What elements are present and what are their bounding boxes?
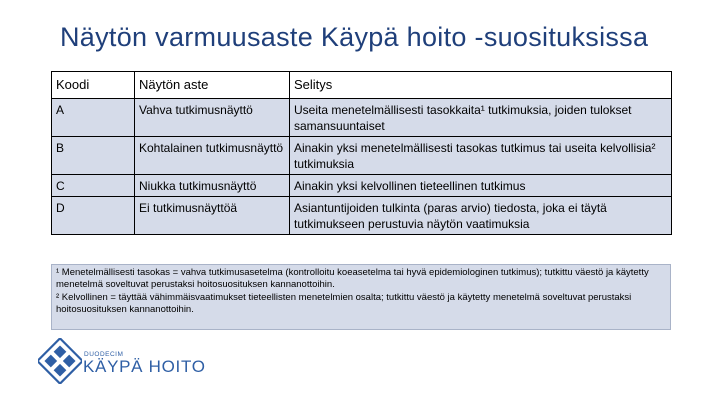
table-row bbox=[52, 99, 672, 137]
table-row bbox=[52, 175, 672, 197]
logo-publisher-text: DUODECIM bbox=[84, 351, 124, 358]
cell-code: B bbox=[52, 137, 135, 175]
cell-explanation: Ainakin yksi menetelmällisesti tasokas tutkimus tai useita kelvollisia² tutkimuksia bbox=[290, 137, 672, 175]
kaypa-hoito-logo bbox=[38, 338, 208, 388]
table-row bbox=[52, 137, 672, 175]
table-header-row bbox=[52, 72, 672, 99]
evidence-grade-table bbox=[51, 71, 672, 235]
column-header-code: Koodi bbox=[52, 72, 135, 99]
footnotes-box bbox=[51, 264, 671, 330]
cell-explanation: Useita menetelmällisesti tasokkaita¹ tutkimuksia, joiden tulokset samansuuntaiset bbox=[290, 99, 672, 137]
cell-level: Ei tutkimusnäyttöä bbox=[135, 197, 290, 235]
cell-code: D bbox=[52, 197, 135, 235]
table-row bbox=[52, 197, 672, 235]
diamond-cross-icon bbox=[38, 338, 82, 384]
cell-level: Kohtalainen tutkimusnäyttö bbox=[135, 137, 290, 175]
cell-code: A bbox=[52, 99, 135, 137]
footnote-1: ¹ Menetelmällisesti tasokas = vahva tutkimusasetelma (kontrolloitu koeasetelma tai hyvä epidemiologinen tutkimus); tutkittu väestö ja käytetty menetelmä soveltuvat perustaksi hoitosuosituksen kannanottoihin. bbox=[56, 267, 649, 291]
column-header-level: Näytön aste bbox=[135, 72, 290, 99]
cell-explanation: Asiantuntijoiden tulkinta (paras arvio) tiedosta, joka ei täytä tutkimukseen perustuvia näytön vaatimuksia bbox=[290, 197, 672, 235]
page-title: Näytön varmuusaste Käypä hoito -suosituksissa bbox=[60, 22, 649, 52]
cell-explanation: Ainakin yksi kelvollinen tieteellinen tutkimus bbox=[290, 175, 672, 197]
cell-code: C bbox=[52, 175, 135, 197]
column-header-explanation: Selitys bbox=[290, 72, 672, 99]
cell-level: Niukka tutkimusnäyttö bbox=[135, 175, 290, 197]
footnote-2: ² Kelvollinen = täyttää vähimmäisvaatimukset tieteellisten menetelmien osalta; tutkittu väestö ja käytetty menetelmä soveltuvat perustaksi hoitosuosituksen kannanottoihin. bbox=[56, 291, 632, 316]
cell-level: Vahva tutkimusnäyttö bbox=[135, 99, 290, 137]
logo-brand-text: KÄYPÄ HOITO bbox=[83, 357, 206, 376]
